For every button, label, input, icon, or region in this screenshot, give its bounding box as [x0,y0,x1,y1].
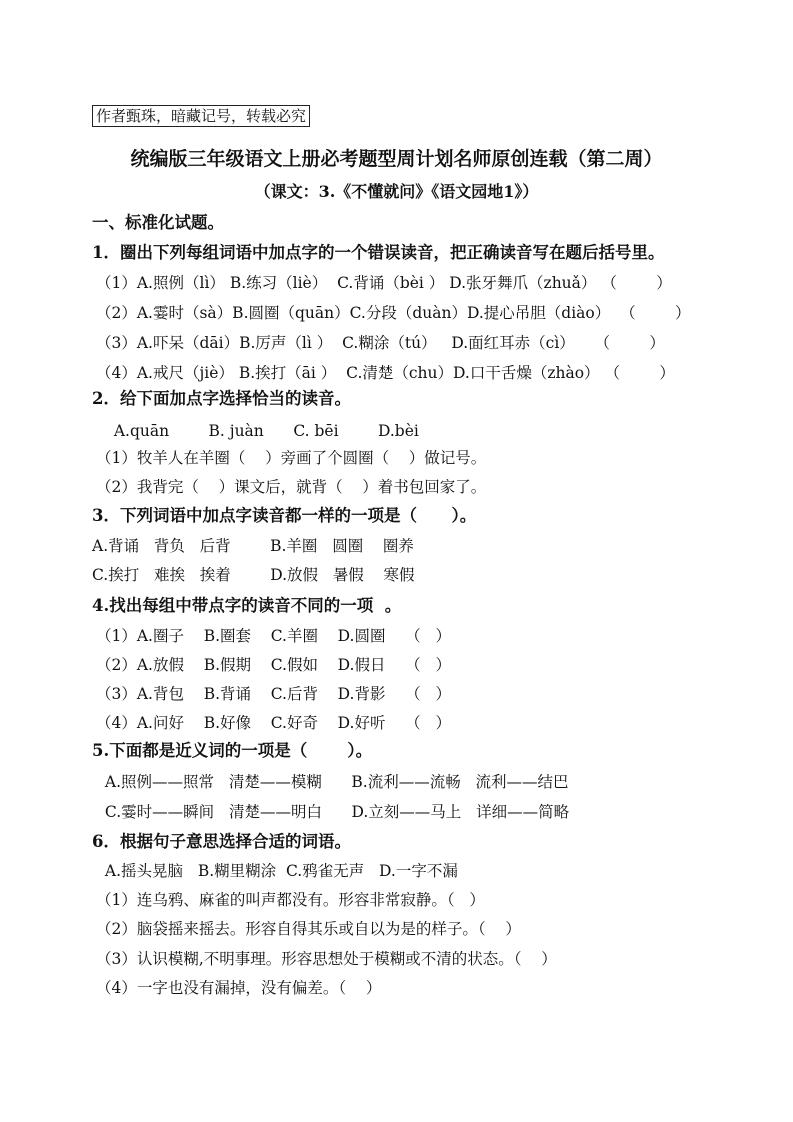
q6-line: （3）认识模糊,不明事理。形容思想处于模糊或不清的状态。（ ） [96,950,557,968]
q6-line: （2）脑袋摇来摇去。形容自得其乐或自以为是的样子。（ ） [96,920,521,938]
q4-line: （3）A.背包 B.背诵 C.后背 D.背影 （ ） [96,685,451,703]
q3-line: C.挨打 难挨 挨着 D.放假 暑假 寒假 [92,566,415,584]
q5-line: A.照例——照常 清楚——模糊 B.流利——流畅 流利——结巴 [100,773,569,791]
q3-line: A.背诵 背负 后背 B.羊圈 圆圈 圈养 [92,537,414,555]
q4-line: （2）A.放假 B.假期 C.假如 D.假日 （ ） [96,656,451,674]
page-title: 统编版三年级语文上册必考题型周计划名师原创连载（第二周） [130,148,663,170]
q2-line: （1）牧羊人在羊圈（ ）旁画了个圆圈（ ）做记号。 [96,449,487,467]
q6-line: （1）连乌鸦、麻雀的叫声都没有。形容非常寂静。（ ） [96,891,485,909]
page-subtitle: （课文：3.《不懂就问》《语文园地1》） [254,182,539,201]
q1-line: （1）A.照例（lì） B.练习（liè） C.背诵（bèi ） D.张牙舞爪（zhuǎ） （ ） [96,274,672,292]
q5-heading: 5.下面都是近义词的一项是（ ）。 [92,741,373,760]
q2-options: A.quān B. juàn C. bēi D.bèi [104,422,419,440]
q1-line: （4）A.戒尺（jiè） B.挨打（āi ） C.清楚（chu）D.口干舌燥（zhào） （ ） [96,364,675,382]
section-heading: 一、标准化试题。 [92,213,224,232]
q3-heading: 3．下列词语中加点字读音都一样的一项是（ ）。 [92,506,477,525]
q1-heading: 1．圈出下列每组词语中加点字的一个错误读音，把正确读音写在题后括号里。 [92,243,665,262]
q2-line: （2）我背完（ ）课文后，就背（ ）着书包回家了。 [96,478,487,496]
q6-options: A.摇头晃脑 B.糊里糊涂 C.鸦雀无声 D.一字不漏 [100,862,458,880]
q5-line: C.霎时——瞬间 清楚——明白 D.立刻——马上 详细——简略 [100,803,570,821]
q4-line: （1）A.圈子 B.圈套 C.羊圈 D.圆圈 （ ） [96,627,451,645]
q1-line: （3）A.吓呆（dāi）B.厉声（lì ） C.糊涂（tú） D.面红耳赤（cì） （ ） [96,334,665,352]
copyright-stamp: 作者甄珠，暗藏记号，转载必究 [92,105,310,127]
q1-line: （2）A.霎时（sà）B.圆圈（quān）C.分段（duàn）D.提心吊胆（diào） （ ） [96,304,691,322]
q4-line: （4）A.问好 B.好像 C.好奇 D.好听 （ ） [96,714,451,732]
q2-heading: 2．给下面加点字选择恰当的读音。 [92,389,351,408]
q4-heading: 4.找出每组中带点字的读音不同的一项 。 [92,596,402,615]
q6-line: （4）一字也没有漏掉，没有偏差。（ ） [96,979,382,997]
q6-heading: 6．根据句子意思选择合适的词语。 [92,832,351,851]
